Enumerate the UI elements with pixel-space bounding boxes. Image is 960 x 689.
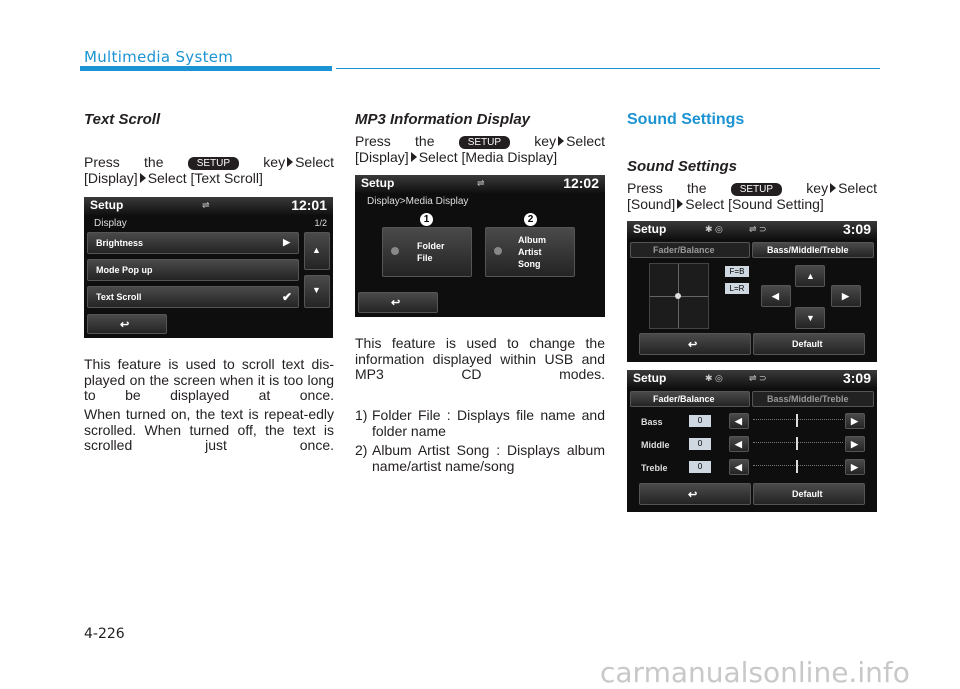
col3-instruction-line2: [Sound] Select [Sound Setting] bbox=[627, 196, 824, 212]
back-icon: ↩ bbox=[120, 319, 130, 331]
arrow-right-icon bbox=[558, 136, 564, 146]
arrow-right-icon bbox=[287, 157, 293, 167]
bluetooth-icon: ✱ ◎ bbox=[705, 373, 723, 383]
treble-decrease-button: ◀ bbox=[729, 459, 749, 475]
fader-up-button: ▲ bbox=[795, 265, 825, 287]
header-bar-thin bbox=[336, 68, 880, 69]
list-item: 1) Folder File : Displays file name and folder name bbox=[355, 407, 605, 439]
header-bar-thick bbox=[80, 66, 332, 71]
col2-instruction-line2: [Display] Select [Media Display] bbox=[355, 149, 558, 165]
page-number: 4-226 bbox=[84, 626, 125, 642]
callout-marker-2: 2 bbox=[524, 213, 537, 226]
brightness-item: Brightness ▶ bbox=[87, 232, 299, 254]
default-button: Default bbox=[753, 483, 865, 505]
mp3-option-list bbox=[355, 408, 605, 474]
bass-increase-button: ▶ bbox=[845, 413, 865, 429]
watermark: carmanualsonline.info bbox=[600, 656, 910, 689]
scroll-up-button: ▲ bbox=[304, 232, 330, 270]
fader-value: F=B bbox=[725, 266, 749, 277]
folder-file-option: Folder File bbox=[382, 227, 472, 277]
tab-fader-balance: Fader/Balance bbox=[630, 391, 750, 407]
arrow-right-icon bbox=[140, 173, 146, 183]
back-button bbox=[87, 314, 167, 334]
col1-instruction-line2: [Display] Select [Text Scroll] bbox=[84, 170, 263, 186]
text-scroll-behavior: When turned on, the text is repeat-edly scrolled. When turned off, the text is scrolled just once. bbox=[84, 406, 334, 453]
media-display-screen: Setup ⇌ 12:02 Display>Media Display 1 2 Folder File Album Artist Song ↩ bbox=[355, 175, 605, 317]
arrow-right-icon bbox=[411, 152, 417, 162]
setup-key: SETUP bbox=[188, 157, 239, 170]
treble-increase-button: ▶ bbox=[845, 459, 865, 475]
tab-bass-middle-treble: Bass/Middle/Treble bbox=[752, 391, 874, 407]
balance-grid bbox=[649, 263, 709, 329]
back-icon: ↩ bbox=[688, 489, 698, 501]
mp3-info-description: This feature is used to change the information displayed within USB and MP3 CD modes. bbox=[355, 335, 605, 382]
usb-icon: ⇌ bbox=[477, 178, 485, 188]
check-icon: ✔ bbox=[281, 290, 292, 304]
scroll-down-button: ▼ bbox=[304, 275, 330, 308]
middle-decrease-button: ◀ bbox=[729, 436, 749, 452]
bluetooth-icon: ✱ ◎ bbox=[705, 224, 723, 234]
default-button: Default bbox=[753, 333, 865, 355]
tab-fader-balance: Fader/Balance bbox=[630, 242, 750, 258]
col3-instruction-line1: Press the SETUP key Select bbox=[627, 180, 878, 196]
mp3-info-heading: MP3 Information Display bbox=[355, 111, 531, 128]
callout-marker-1: 1 bbox=[420, 213, 433, 226]
balance-value: L=R bbox=[725, 283, 749, 294]
back-button bbox=[639, 483, 751, 505]
bass-middle-treble-screen: Setup ✱ ◎ ⇌ ⊃ 3:09 Fader/Balance Bass/Middle/Treble Bass 0 ◀ ▶ Middle 0 ◀ ▶ Treble 0 ◀ ▶ ↩ Default bbox=[627, 370, 877, 512]
setup-key: SETUP bbox=[459, 136, 510, 149]
sound-settings-section-title: Sound Settings bbox=[627, 111, 745, 128]
list-item: 2) Album Artist Song : Displays album name/artist name/song bbox=[355, 442, 605, 474]
back-icon: ↩ bbox=[391, 297, 401, 309]
section-header-title: Multimedia System bbox=[84, 48, 234, 66]
col1-instruction-line1: Press the SETUP key Select bbox=[84, 154, 335, 170]
text-scroll-description: This feature is used to scroll text dis-played on the screen when it is too long to be displayed at once. bbox=[84, 356, 334, 403]
balance-right-button: ▶ bbox=[831, 285, 861, 307]
mode-popup-item: Mode Pop up bbox=[87, 259, 299, 281]
text-scroll-item: Text Scroll ✔ bbox=[87, 286, 299, 308]
balance-left-button: ◀ bbox=[761, 285, 791, 307]
text-scroll-screen: Setup ⇌ 12:01 Display 1/2 Brightness ▶ Mode Pop up Text Scroll ✔ ▲ ▼ ↩ bbox=[84, 197, 333, 338]
arrow-right-icon bbox=[830, 183, 836, 193]
back-icon: ↩ bbox=[688, 339, 698, 351]
fader-balance-screen: Setup ✱ ◎ ⇌ ⊃ 3:09 Fader/Balance Bass/Middle/Treble F=B L=R ▲ ◀ ▶ ▼ ↩ Default bbox=[627, 221, 877, 362]
usb-icon: ⇌ bbox=[202, 200, 210, 210]
middle-increase-button: ▶ bbox=[845, 436, 865, 452]
back-button bbox=[639, 333, 751, 355]
tab-bass-middle-treble: Bass/Middle/Treble bbox=[752, 242, 874, 258]
fader-down-button: ▼ bbox=[795, 307, 825, 329]
col2-instruction-line1: Press the SETUP key Select bbox=[355, 133, 606, 149]
usb-icon: ⇌ ⊃ bbox=[749, 224, 767, 234]
album-artist-song-option: Album Artist Song bbox=[485, 227, 575, 277]
bass-decrease-button: ◀ bbox=[729, 413, 749, 429]
usb-icon: ⇌ ⊃ bbox=[749, 373, 767, 383]
text-scroll-heading: Text Scroll bbox=[84, 111, 161, 128]
back-button bbox=[358, 292, 438, 313]
sound-settings-heading: Sound Settings bbox=[627, 158, 737, 175]
arrow-right-icon bbox=[677, 199, 683, 209]
setup-key: SETUP bbox=[731, 183, 782, 196]
